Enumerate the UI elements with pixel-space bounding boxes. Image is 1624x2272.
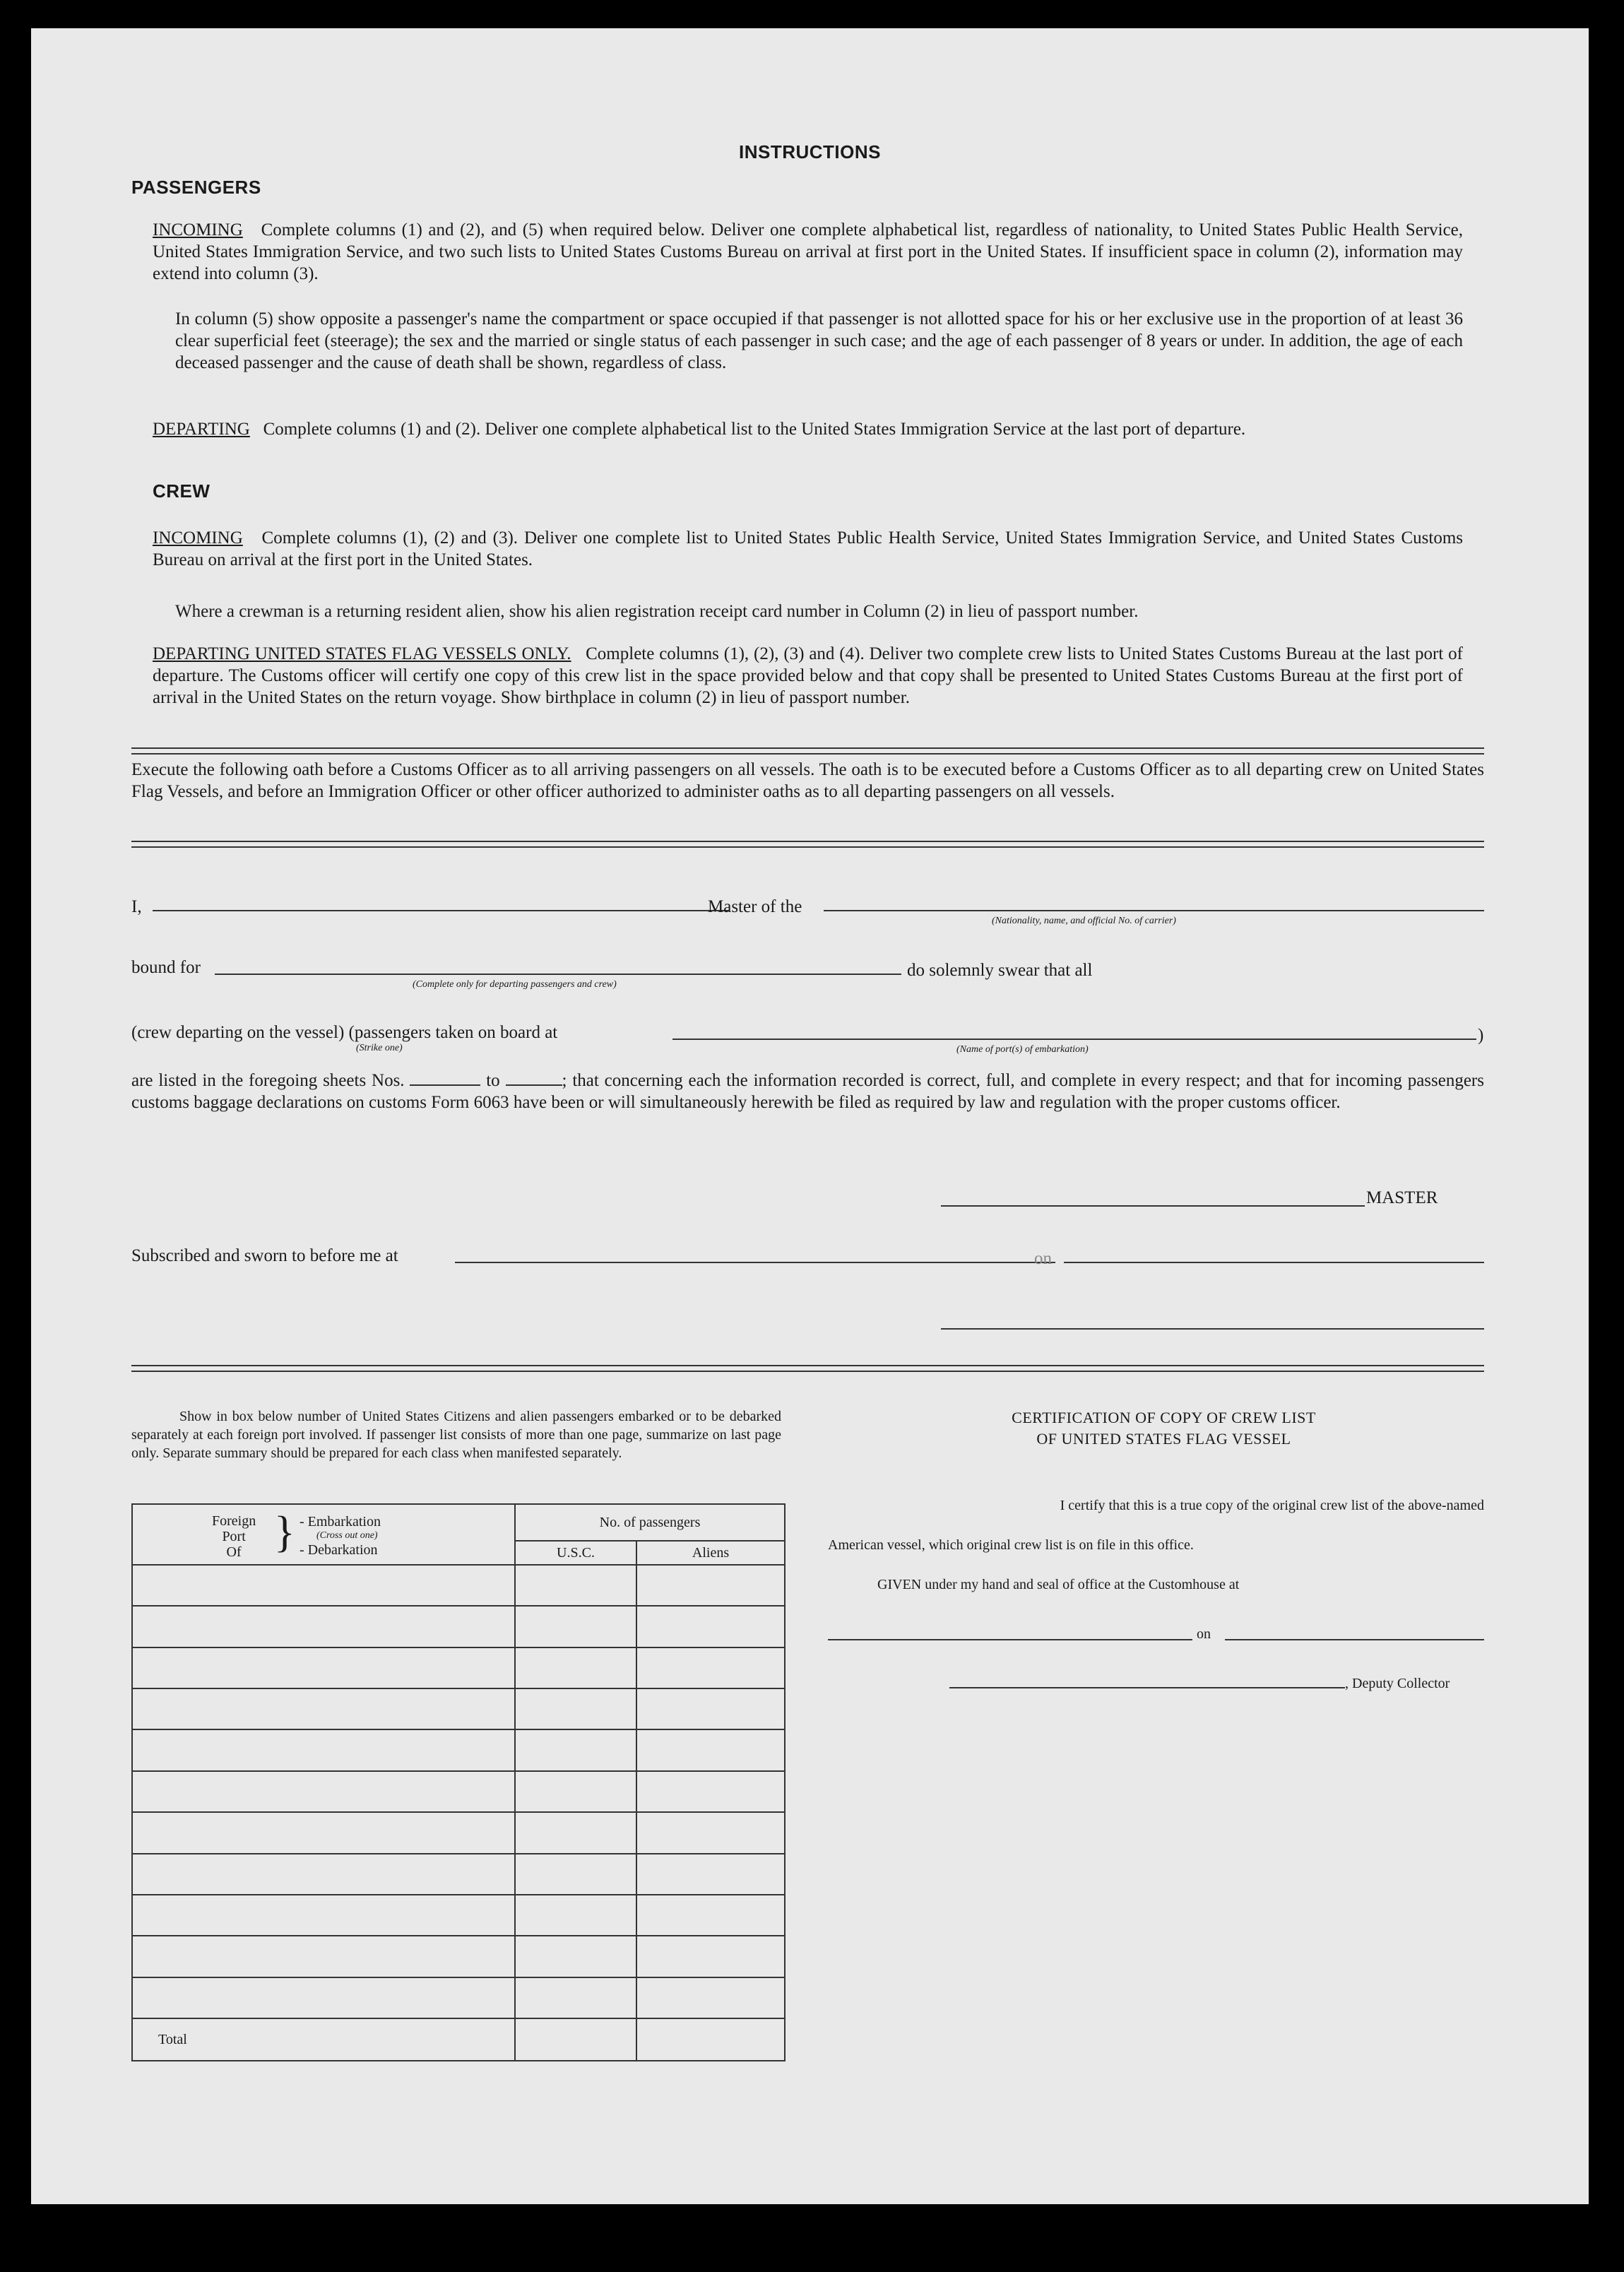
passengers-incoming-label: INCOMING bbox=[153, 220, 243, 239]
swear-text: do solemnly swear that all bbox=[907, 961, 1093, 980]
crew-incoming-label: INCOMING bbox=[153, 528, 243, 548]
aliens-cell[interactable] bbox=[636, 1647, 785, 1688]
aliens-cell[interactable] bbox=[636, 1688, 785, 1729]
cross-out-caption: (Cross out one) bbox=[316, 1530, 378, 1541]
certification-title-line2: OF UNITED STATES FLAG VESSEL bbox=[1036, 1430, 1291, 1448]
passengers-departing-section bbox=[153, 418, 1463, 440]
total-label: Total bbox=[132, 2018, 515, 2061]
table-row bbox=[132, 1854, 785, 1895]
usc-cell[interactable] bbox=[515, 1688, 636, 1729]
usc-cell[interactable] bbox=[515, 1771, 636, 1812]
crew-departing-text: Complete columns (1), (2), (3) and (4). Deliver two complete crew lists to United States Customs Bureau at the last port of departure. The Customs officer will certify one copy of this crew list in the space provided below and that copy shall be presented to United States Customs Bureau at the first port of arrival in the United States on the return voyage. Show birthplace in column (2) in lieu of passport number. bbox=[153, 644, 1463, 707]
sworn-on-label: on bbox=[1034, 1249, 1052, 1268]
page-title: INSTRUCTIONS bbox=[739, 141, 881, 162]
aliens-cell[interactable] bbox=[636, 1936, 785, 1977]
lower-divider bbox=[131, 1365, 1484, 1372]
passengers-heading: PASSENGERS bbox=[131, 177, 261, 198]
crew-departing-label: DEPARTING UNITED STATES FLAG VESSELS ONLY. bbox=[153, 644, 571, 663]
deputy-signature-field[interactable] bbox=[949, 1687, 1345, 1688]
passengers-incoming-section bbox=[153, 219, 1463, 285]
bound-for-caption: (Complete only for departing passengers and crew) bbox=[413, 979, 617, 990]
port-cell[interactable] bbox=[132, 1812, 515, 1853]
certification-line3: GIVEN under my hand and seal of office at the Customhouse at bbox=[877, 1577, 1240, 1592]
usc-header: U.S.C. bbox=[515, 1541, 636, 1565]
port-cell[interactable] bbox=[132, 1606, 515, 1647]
port-cell[interactable] bbox=[132, 1688, 515, 1729]
master-of-the-label: Master of the bbox=[708, 897, 802, 916]
deputy-collector-label: , Deputy Collector bbox=[1345, 1676, 1450, 1691]
aliens-cell[interactable] bbox=[636, 1565, 785, 1606]
table-row bbox=[132, 1977, 785, 2018]
debarkation-option[interactable]: - Debarkation bbox=[300, 1542, 378, 1558]
sworn-place-field[interactable] bbox=[455, 1262, 1055, 1263]
aliens-cell[interactable] bbox=[636, 1854, 785, 1895]
passenger-summary-table bbox=[131, 1503, 786, 2061]
table-row bbox=[132, 1936, 785, 1977]
port-cell[interactable] bbox=[132, 1936, 515, 1977]
passengers-incoming-text: Complete columns (1) and (2), and (5) when required below. Deliver one complete alphabetical list, regardless of nationality, to United States Public Health Service, United States Immigration Service, and two such lists to United States Customs Bureau on arrival at first port in the United States. If insufficient space in column (2), information may extend into column (3). bbox=[153, 220, 1464, 283]
table-row bbox=[132, 1729, 785, 1770]
table-row bbox=[132, 1647, 785, 1688]
port-cell[interactable] bbox=[132, 1565, 515, 1606]
aliens-cell[interactable] bbox=[636, 1606, 785, 1647]
table-row bbox=[132, 1895, 785, 1936]
crew-resident-text: Where a crewman is a returning resident alien, show his alien registration receipt card number in Column (2) in lieu of passport number. bbox=[175, 602, 1139, 621]
port-cell[interactable] bbox=[132, 1729, 515, 1770]
certification-title-line1: CERTIFICATION OF COPY OF CREW LIST bbox=[1012, 1409, 1316, 1426]
port-cell[interactable] bbox=[132, 1854, 515, 1895]
port-header-cell bbox=[132, 1504, 515, 1565]
passengers-column5-text: In column (5) show opposite a passenger's name the compartment or space occupied if that passenger is not allotted space for his or her exclusive use in the proportion of at least 36 clear superficial feet (steerage); the sex and the married or single status of each passenger in such case; and the age of each passenger of 8 years or under. In addition, the age of each deceased passenger and the cause of death shall be shown, regardless of class. bbox=[175, 309, 1463, 372]
carrier-caption: (Nationality, name, and official No. of carrier) bbox=[992, 916, 1176, 926]
section-divider bbox=[131, 747, 1484, 755]
strike-one-caption: (Strike one) bbox=[356, 1043, 403, 1053]
certification-line1: I certify that this is a true copy of the original crew list of the above-named bbox=[1060, 1498, 1484, 1513]
oath-i-label: I, bbox=[131, 897, 142, 916]
aliens-cell[interactable] bbox=[636, 1729, 785, 1770]
port-caption: (Name of port(s) of embarkation) bbox=[956, 1044, 1089, 1055]
master-label: MASTER bbox=[1366, 1188, 1438, 1207]
usc-cell[interactable] bbox=[515, 1895, 636, 1936]
sworn-date-field[interactable] bbox=[1064, 1262, 1484, 1263]
aliens-cell[interactable] bbox=[636, 1771, 785, 1812]
form-page bbox=[31, 28, 1589, 2204]
officer-signature-field[interactable] bbox=[941, 1328, 1484, 1330]
port-cell[interactable] bbox=[132, 1977, 515, 2018]
crew-incoming-text: Complete columns (1), (2) and (3). Deliver one complete list to United States Public Health Service, United States Immigration Service, and United States Customs Bureau on arrival at the first port in the United States. bbox=[153, 528, 1464, 569]
embark-options bbox=[300, 1515, 381, 1557]
total-row bbox=[132, 2018, 785, 2061]
aliens-cell[interactable] bbox=[636, 1812, 785, 1853]
carrier-field[interactable] bbox=[824, 910, 1484, 911]
usc-cell[interactable] bbox=[515, 1936, 636, 1977]
table-row bbox=[132, 1771, 785, 1812]
customhouse-field[interactable] bbox=[828, 1639, 1192, 1640]
passengers-departing-text: Complete columns (1) and (2). Deliver one complete alphabetical list to the United States Immigration Service at the last port of departure. bbox=[263, 420, 1246, 439]
certification-on-label: on bbox=[1197, 1626, 1211, 1642]
aliens-cell[interactable] bbox=[636, 1977, 785, 2018]
master-name-field[interactable] bbox=[153, 910, 729, 911]
port-cell[interactable] bbox=[132, 1647, 515, 1688]
no-passengers-header: No. of passengers bbox=[515, 1504, 785, 1541]
usc-cell[interactable] bbox=[515, 1647, 636, 1688]
bound-for-field[interactable] bbox=[215, 974, 901, 975]
sheet-to-field[interactable] bbox=[506, 1084, 562, 1086]
usc-cell[interactable] bbox=[515, 1729, 636, 1770]
usc-cell[interactable] bbox=[515, 1606, 636, 1647]
master-signature-field[interactable] bbox=[941, 1205, 1365, 1207]
foreign-label: Foreign bbox=[212, 1513, 256, 1529]
usc-cell[interactable] bbox=[515, 1565, 636, 1606]
embarkation-port-field[interactable] bbox=[672, 1039, 1476, 1040]
oath-divider bbox=[131, 841, 1484, 848]
embarkation-option[interactable]: - Embarkation bbox=[300, 1514, 381, 1530]
table-row bbox=[132, 1688, 785, 1729]
table-row bbox=[132, 1812, 785, 1853]
oath-intro: Execute the following oath before a Customs Officer as to all arriving passengers on all vessels. The oath is to be executed before a Customs Officer as to all departing crew on United States Flag Vessels, and before an Immigration Officer or other officer authorized to administer oaths as to all departing passengers on all vessels. bbox=[131, 760, 1484, 801]
close-paren: ) bbox=[1478, 1026, 1484, 1045]
crew-departing-section bbox=[153, 643, 1463, 709]
table-row bbox=[132, 1565, 785, 1606]
listed-text-b: ; that concerning each the information recorded is correct, full, and complete in every respect; and that for incoming passengers customs baggage declarations on customs Form 6063 have been or will simultaneously herewith be filed as required by law and regulation with the proper customs officer. bbox=[131, 1071, 1484, 1112]
port-cell[interactable] bbox=[132, 1771, 515, 1812]
certification-line2: American vessel, which original crew list is on file in this office. bbox=[828, 1537, 1194, 1553]
crew-departing-text: (crew departing on the vessel) (passengers taken on board at bbox=[131, 1023, 558, 1042]
usc-cell[interactable] bbox=[515, 1812, 636, 1853]
bound-for-label: bound for bbox=[131, 958, 201, 977]
of-label: Of bbox=[226, 1544, 242, 1560]
sheet-from-field[interactable] bbox=[410, 1084, 480, 1086]
listed-to: to bbox=[486, 1071, 500, 1090]
passengers-departing-label: DEPARTING bbox=[153, 420, 250, 439]
usc-cell[interactable] bbox=[515, 1977, 636, 2018]
listed-statement bbox=[131, 1070, 1484, 1113]
aliens-header: Aliens bbox=[636, 1541, 785, 1565]
foreign-port-of bbox=[212, 1513, 256, 1560]
certification-title bbox=[843, 1407, 1484, 1450]
port-cell[interactable] bbox=[132, 1895, 515, 1936]
certification-date-field[interactable] bbox=[1225, 1639, 1484, 1640]
aliens-cell[interactable] bbox=[636, 1895, 785, 1936]
total-aliens-cell[interactable] bbox=[636, 2018, 785, 2061]
port-label: Port bbox=[222, 1529, 246, 1544]
usc-cell[interactable] bbox=[515, 1854, 636, 1895]
crew-incoming-section bbox=[153, 527, 1463, 571]
total-usc-cell[interactable] bbox=[515, 2018, 636, 2061]
brace-icon: } bbox=[274, 1508, 295, 1556]
table-row bbox=[132, 1606, 785, 1647]
crew-heading: CREW bbox=[153, 480, 211, 502]
summary-instructions: Show in box below number of United States Citizens and alien passengers embarked or to be debarked separately at each foreign port involved. If passenger list consists of more than one page, summarize on last page only. Separate summary should be prepared for each class when manifested separately. bbox=[131, 1409, 781, 1461]
subscribed-label: Subscribed and sworn to before me at bbox=[131, 1246, 398, 1265]
listed-text-a: are listed in the foregoing sheets Nos. bbox=[131, 1071, 405, 1090]
